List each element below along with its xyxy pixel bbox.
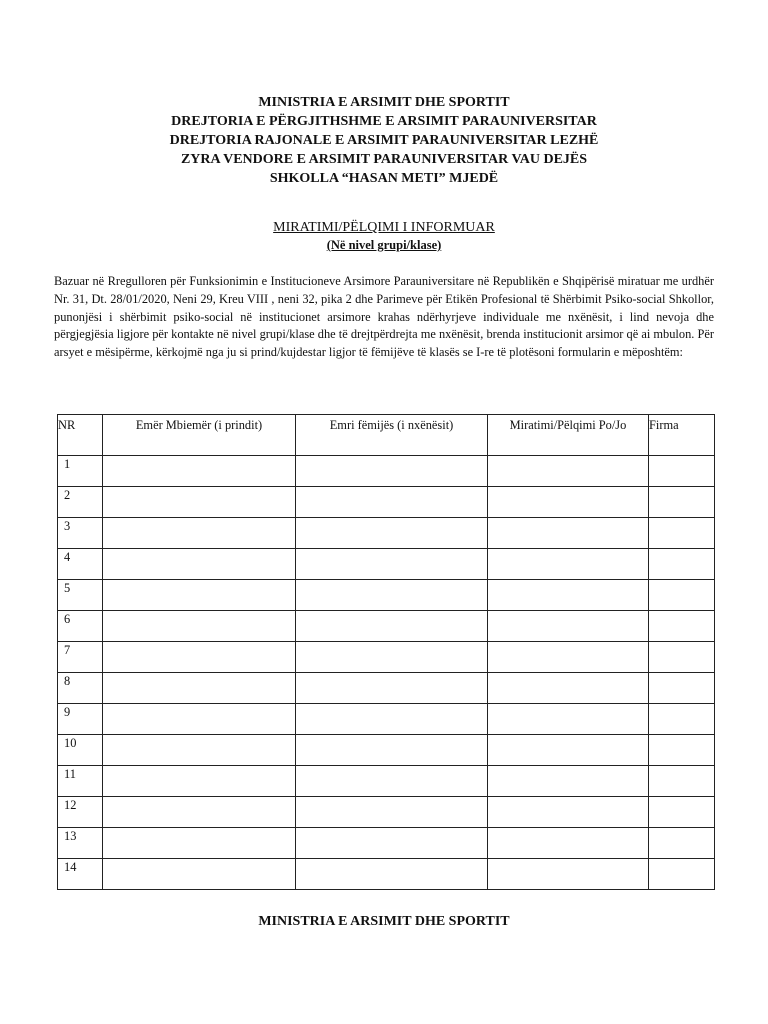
signature-cell[interactable] [649,456,715,487]
row-number: 1 [58,456,103,487]
form-title: MIRATIMI/PËLQIMI I INFORMUAR [273,220,495,235]
signature-cell[interactable] [649,704,715,735]
header-signature: Firma [649,415,715,456]
signature-cell[interactable] [649,735,715,766]
signature-cell[interactable] [649,642,715,673]
header-parent-name: Emër Mbiemër (i prindit) [103,415,296,456]
child-name-cell[interactable] [296,766,488,797]
parent-name-cell[interactable] [103,735,296,766]
header-nr: NR [58,415,103,456]
parent-name-cell[interactable] [103,518,296,549]
signature-cell[interactable] [649,797,715,828]
footer-ministry-line: MINISTRIA E ARSIMIT DHE SPORTIT [258,914,510,929]
signature-cell[interactable] [649,518,715,549]
parent-name-cell[interactable] [103,580,296,611]
row-number: 10 [58,735,103,766]
row-number: 9 [58,704,103,735]
row-number: 12 [58,797,103,828]
consent-cell[interactable] [488,549,649,580]
signature-cell[interactable] [649,766,715,797]
signature-cell[interactable] [649,487,715,518]
table-row [58,611,715,642]
table-row [58,549,715,580]
consent-cell[interactable] [488,487,649,518]
table-row [58,704,715,735]
child-name-cell[interactable] [296,828,488,859]
row-number: 14 [58,859,103,890]
row-number: 7 [58,642,103,673]
signature-cell[interactable] [649,859,715,890]
parent-name-cell[interactable] [103,611,296,642]
table-row [58,828,715,859]
child-name-cell[interactable] [296,797,488,828]
signature-cell[interactable] [649,673,715,704]
table-header-row [58,415,715,456]
table-row [58,487,715,518]
table-row [58,642,715,673]
table-row [58,580,715,611]
row-number: 2 [58,487,103,518]
row-number: 11 [58,766,103,797]
parent-name-cell[interactable] [103,828,296,859]
signature-cell[interactable] [649,828,715,859]
child-name-cell[interactable] [296,518,488,549]
row-number: 5 [58,580,103,611]
row-number: 8 [58,673,103,704]
header-child-name: Emri fëmijës (i nxënësit) [296,415,488,456]
child-name-cell[interactable] [296,580,488,611]
table-row [58,766,715,797]
child-name-cell[interactable] [296,673,488,704]
signature-cell[interactable] [649,580,715,611]
table-body [58,456,715,890]
row-number: 6 [58,611,103,642]
document-header [0,93,768,188]
school-name-line: SHKOLLA “HASAN METI” MJEDË [269,171,499,186]
child-name-cell[interactable] [296,549,488,580]
consent-cell[interactable] [488,859,649,890]
local-office-line: ZYRA VENDORE E ARSIMIT PARAUNIVERSITAR VAU DEJËS [180,152,588,167]
parent-name-cell[interactable] [103,549,296,580]
consent-cell[interactable] [488,828,649,859]
parent-name-cell[interactable] [103,704,296,735]
consent-cell[interactable] [488,580,649,611]
table-row [58,456,715,487]
row-number: 4 [58,549,103,580]
parent-name-cell[interactable] [103,487,296,518]
consent-cell[interactable] [488,642,649,673]
consent-cell[interactable] [488,456,649,487]
parent-name-cell[interactable] [103,859,296,890]
child-name-cell[interactable] [296,859,488,890]
table-row [58,518,715,549]
row-number: 13 [58,828,103,859]
parent-name-cell[interactable] [103,673,296,704]
parent-name-cell[interactable] [103,456,296,487]
table-row [58,859,715,890]
table-row [58,735,715,766]
child-name-cell[interactable] [296,704,488,735]
consent-table [57,414,715,890]
child-name-cell[interactable] [296,642,488,673]
consent-cell[interactable] [488,735,649,766]
header-consent: Miratimi/Pëlqimi Po/Jo [488,415,649,456]
consent-cell[interactable] [488,673,649,704]
ministry-line: MINISTRIA E ARSIMIT DHE SPORTIT [258,95,510,110]
parent-name-cell[interactable] [103,797,296,828]
regional-directorate-line: DREJTORIA RAJONALE E ARSIMIT PARAUNIVERSITAR LEZHË [169,133,599,148]
consent-cell[interactable] [488,611,649,642]
consent-cell[interactable] [488,797,649,828]
child-name-cell[interactable] [296,456,488,487]
parent-name-cell[interactable] [103,766,296,797]
child-name-cell[interactable] [296,487,488,518]
table-row [58,797,715,828]
consent-paragraph: Bazuar në Rregulloren për Funksionimin e Institucioneve Arsimore Parauniversitare në Republikën e Shqipërisë miratuar me urdhër Nr. 31, Dt. 28/01/2020, Neni 29, Kreu VIII , neni 32, pika 2 dhe Parimeve për Etikën Profesional të Shërbimit Psiko-social Shkollor, punonjësi i shërbimit psiko-social në institucionet arsimore krahas ndërhyrjeve individuale me nxënësit, i lind nevoja dhe përgjegjësia ligjore për kontakte në nivel grupi/klase dhe të drejtpërdrejta me nxënësit, brenda institucionit arsimor që ai mbulon. Për arsyet e mësipërme, kërkojmë nga ju si prind/kujdestar ligjor të fëmijëve të klasës se I-re të plotësoni formularin e mëposhtëm: [54,274,714,360]
signature-cell[interactable] [649,549,715,580]
signature-cell[interactable] [649,611,715,642]
table-row [58,673,715,704]
parent-name-cell[interactable] [103,642,296,673]
consent-cell[interactable] [488,704,649,735]
row-number: 3 [58,518,103,549]
general-directorate-line: DREJTORIA E PËRGJITHSHME E ARSIMIT PARAUNIVERSITAR [171,114,597,129]
child-name-cell[interactable] [296,735,488,766]
form-subtitle: (Në nivel grupi/klase) [326,238,442,252]
consent-cell[interactable] [488,766,649,797]
child-name-cell[interactable] [296,611,488,642]
consent-cell[interactable] [488,518,649,549]
